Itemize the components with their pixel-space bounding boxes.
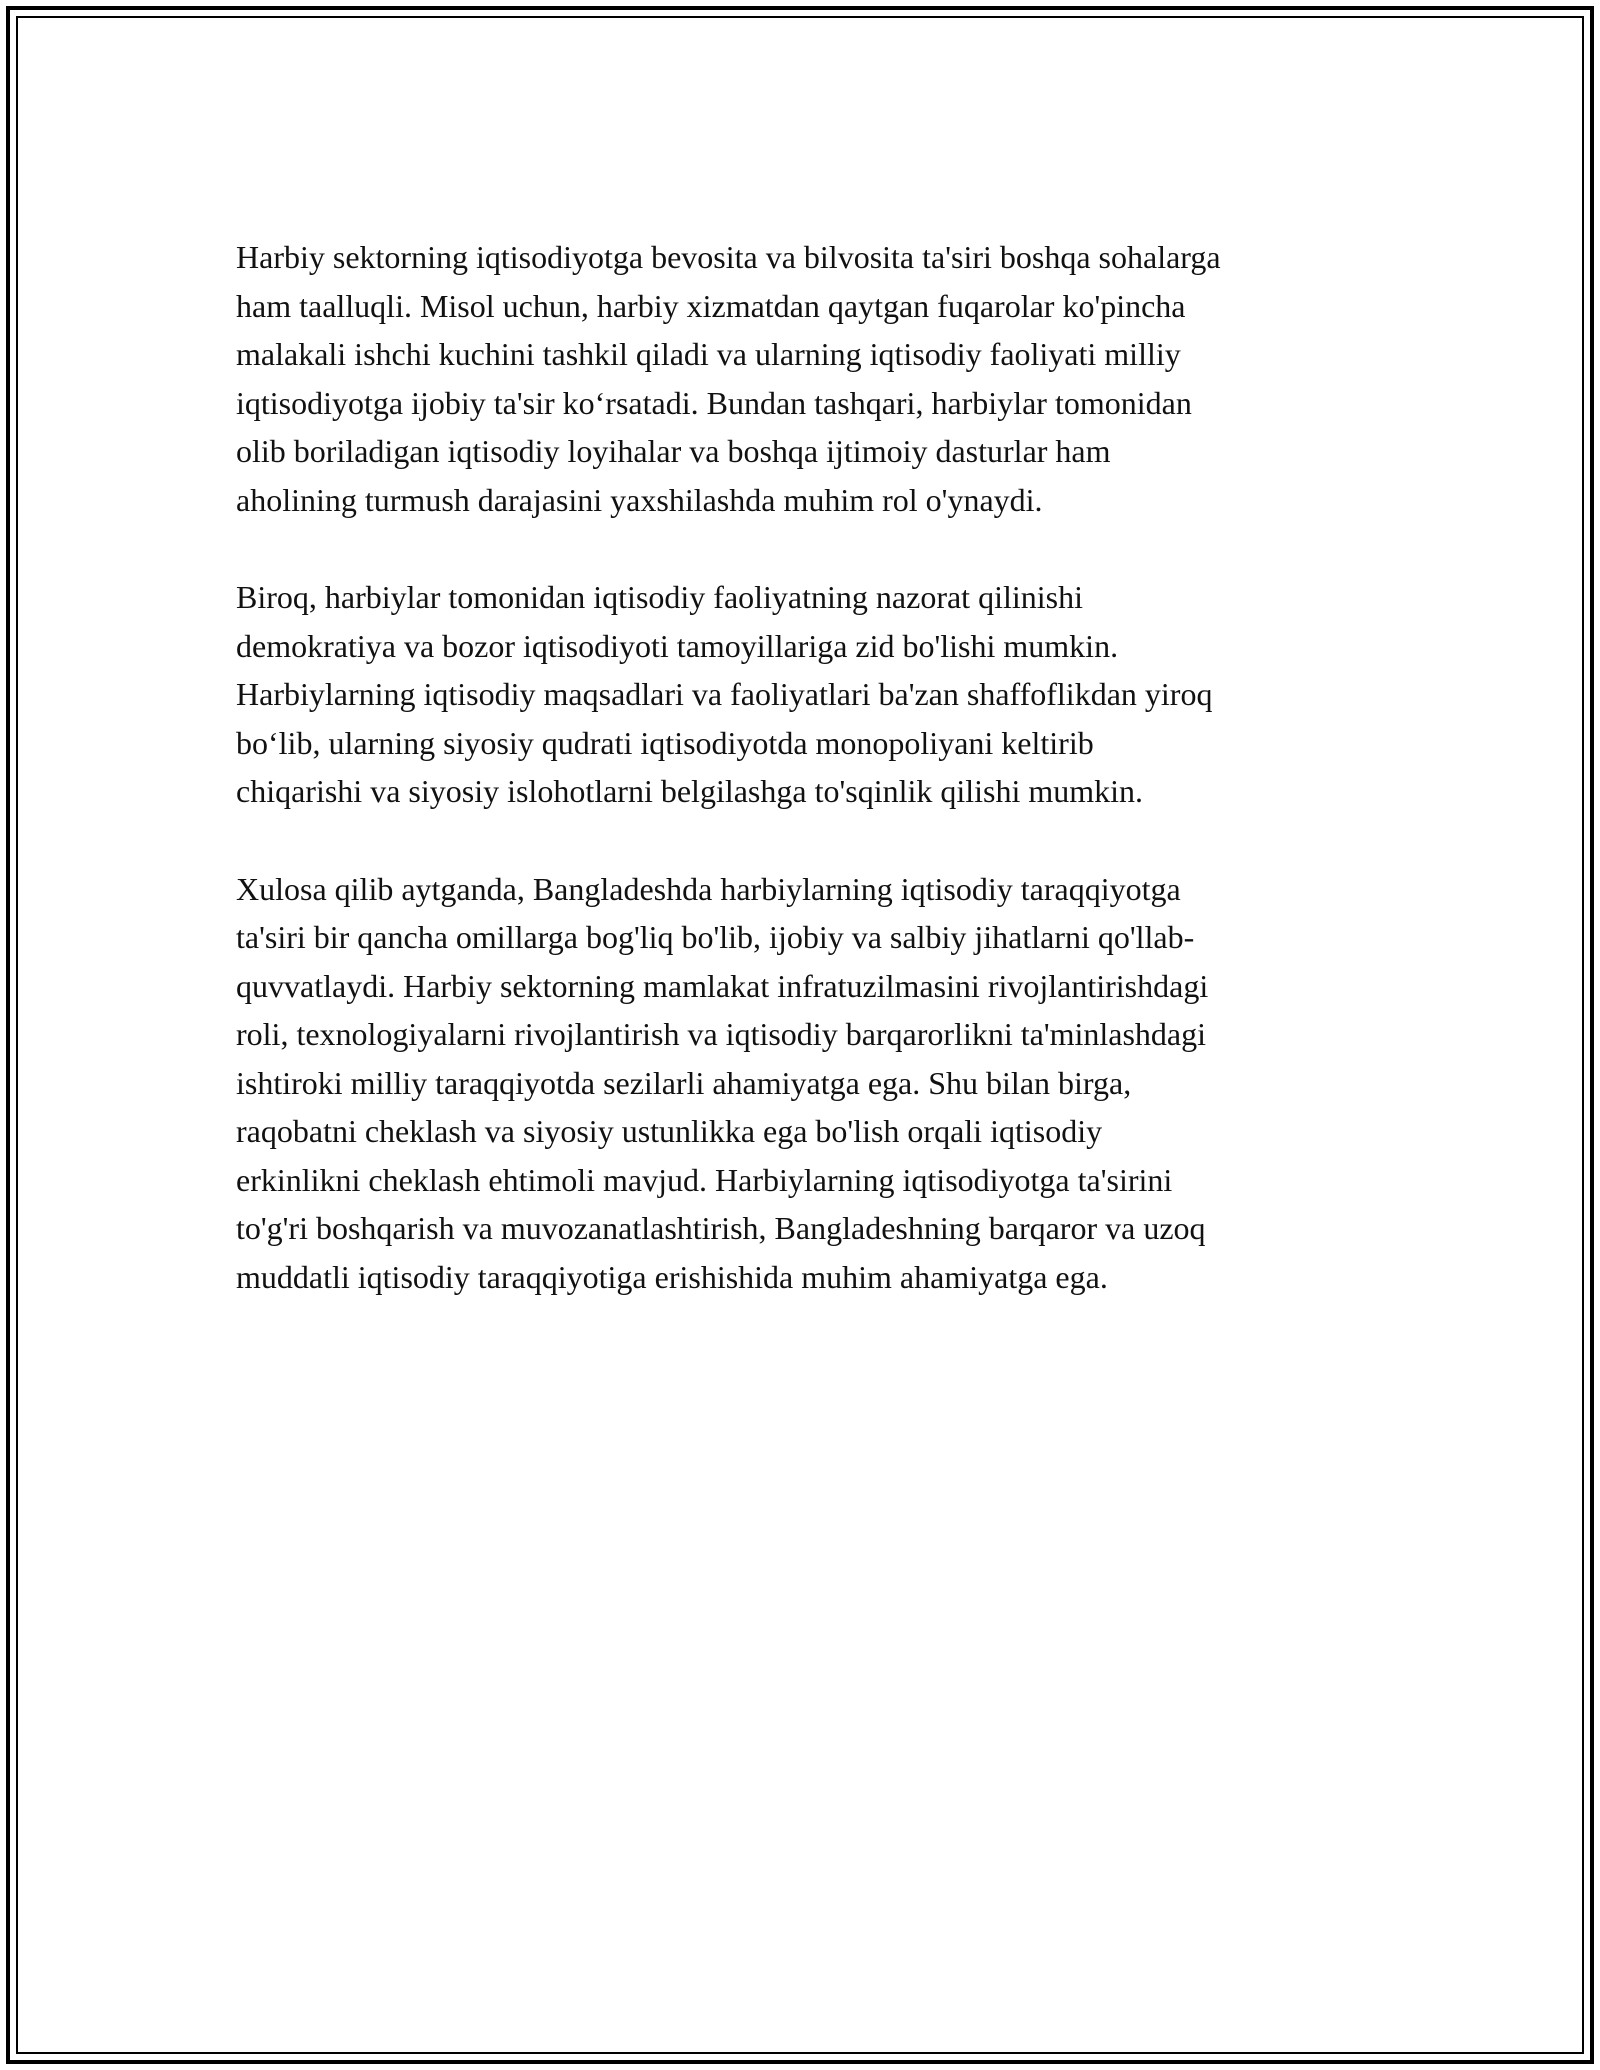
- paragraph-2: Biroq, harbiylar tomonidan iqtisodiy faoliyatning nazorat qilinishi demokratiya va bozor iqtisodiyoti tamoyillariga zid bo'lishi mumkin. Harbiylarning iqtisodiy maqsadlari va faoliyatlari ba'zan shaffoflikdan yiroq bo‘lib, ularning siyosiy qudrati iqtisodiyotda monopoliyani keltirib chiqarishi va siyosiy islohotlarni belgilashga to'sqinlik qilishi mumkin.: [236, 579, 1213, 809]
- paragraph-1: Harbiy sektorning iqtisodiyotga bevosita va bilvosita ta'siri boshqa sohalarga ham taalluqli. Misol uchun, harbiy xizmatdan qaytgan fuqarolar ko'pincha malakali ishchi kuchini tashkil qiladi va ularning iqtisodiy faoliyati milliy iqtisodiyotga ijobiy ta'sir ko‘rsatadi. Bundan tashqari, harbiylar tomonidan olib boriladigan iqtisodiy loyihalar va boshqa ijtimoiy dasturlar ham aholining turmush darajasini yaxshilashda muhim rol o'ynaydi.: [236, 239, 1221, 518]
- paragraph-3: Xulosa qilib aytganda, Bangladeshda harbiylarning iqtisodiy taraqqiyotga ta'siri bir qancha omillarga bog'liq bo'lib, ijobiy va salbiy jihatlarni qo'llab- quvvatlaydi. Harbiy sektorning mamlakat infratuzilmasini rivojlantirishdagi roli, texnologiyalarni rivojlantirish va iqtisodiy barqarorlikni ta'minlashdagi ishtiroki milliy taraqqiyotda sezilarli ahamiyatga ega. Shu bilan birga, raqobatni cheklash va siyosiy ustunlikka ega bo'lish orqali iqtisodiy erkinlikni cheklash ehtimoli mavjud. Harbiylarning iqtisodiyotga ta'sirini to'g'ri boshqarish va muvozanatlashtirish, Bangladeshning barqaror va uzoq muddatli iqtisodiy taraqqiyotiga erishishida muhim ahamiyatga ega.: [236, 870, 1209, 1295]
- document-body: [236, 233, 1386, 1350]
